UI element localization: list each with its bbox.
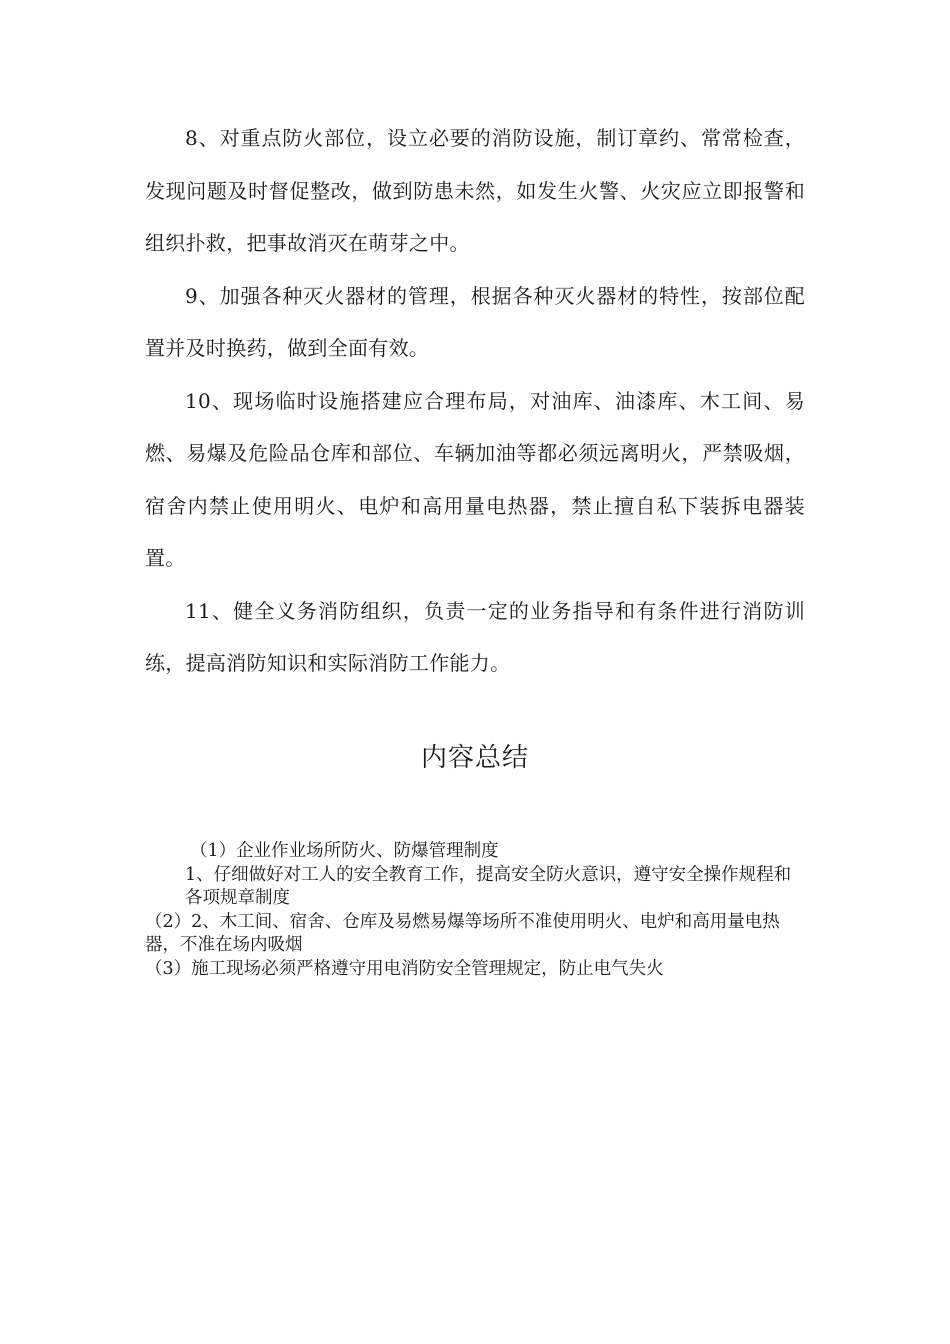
- summary-line: （2）2、木工间、宿舍、仓库及易燃易爆等场所不准使用明火、电炉和高用量电热器，不准在场内吸烟: [145, 911, 780, 955]
- summary-title: 内容总结: [420, 743, 529, 773]
- summary-line: （1）企业作业场所防火、防爆管理制度: [190, 841, 499, 861]
- summary-line: 1、仔细做好对工人的安全教育工作，提高安全防火意识，遵守安全操作规程和各项规章制度: [185, 864, 792, 908]
- document-body: [145, 112, 805, 690]
- paragraph-10: 10、现场临时设施搭建应合理布局，对油库、油漆库、木工间、易燃、易爆及危险品仓库和部位、车辆加油等都必须远离明火，严禁吸烟，宿舍内禁止使用明火、电炉和高用量电热器，禁止擅自私下装拆电器装置。: [145, 388, 805, 570]
- paragraph-8: 8、对重点防火部位，设立必要的消防设施，制订章约、常常检查，发现问题及时督促整改，做到防患未然，如发生火警、火灾应立即报警和组织扑救，把事故消灭在萌芽之中。: [145, 126, 805, 255]
- paragraph-11: 11、健全义务消防组织，负责一定的业务指导和有条件进行消防训练，提高消防知识和实际消防工作能力。: [145, 598, 805, 675]
- summary-section: [145, 840, 805, 981]
- paragraph-9: 9、加强各种灭火器材的管理，根据各种灭火器材的特性，按部位配置并及时换药，做到全面有效。: [145, 283, 805, 360]
- summary-line: （3）施工现场必须严格遵守用电消防安全管理规定，防止电气失火: [145, 958, 664, 979]
